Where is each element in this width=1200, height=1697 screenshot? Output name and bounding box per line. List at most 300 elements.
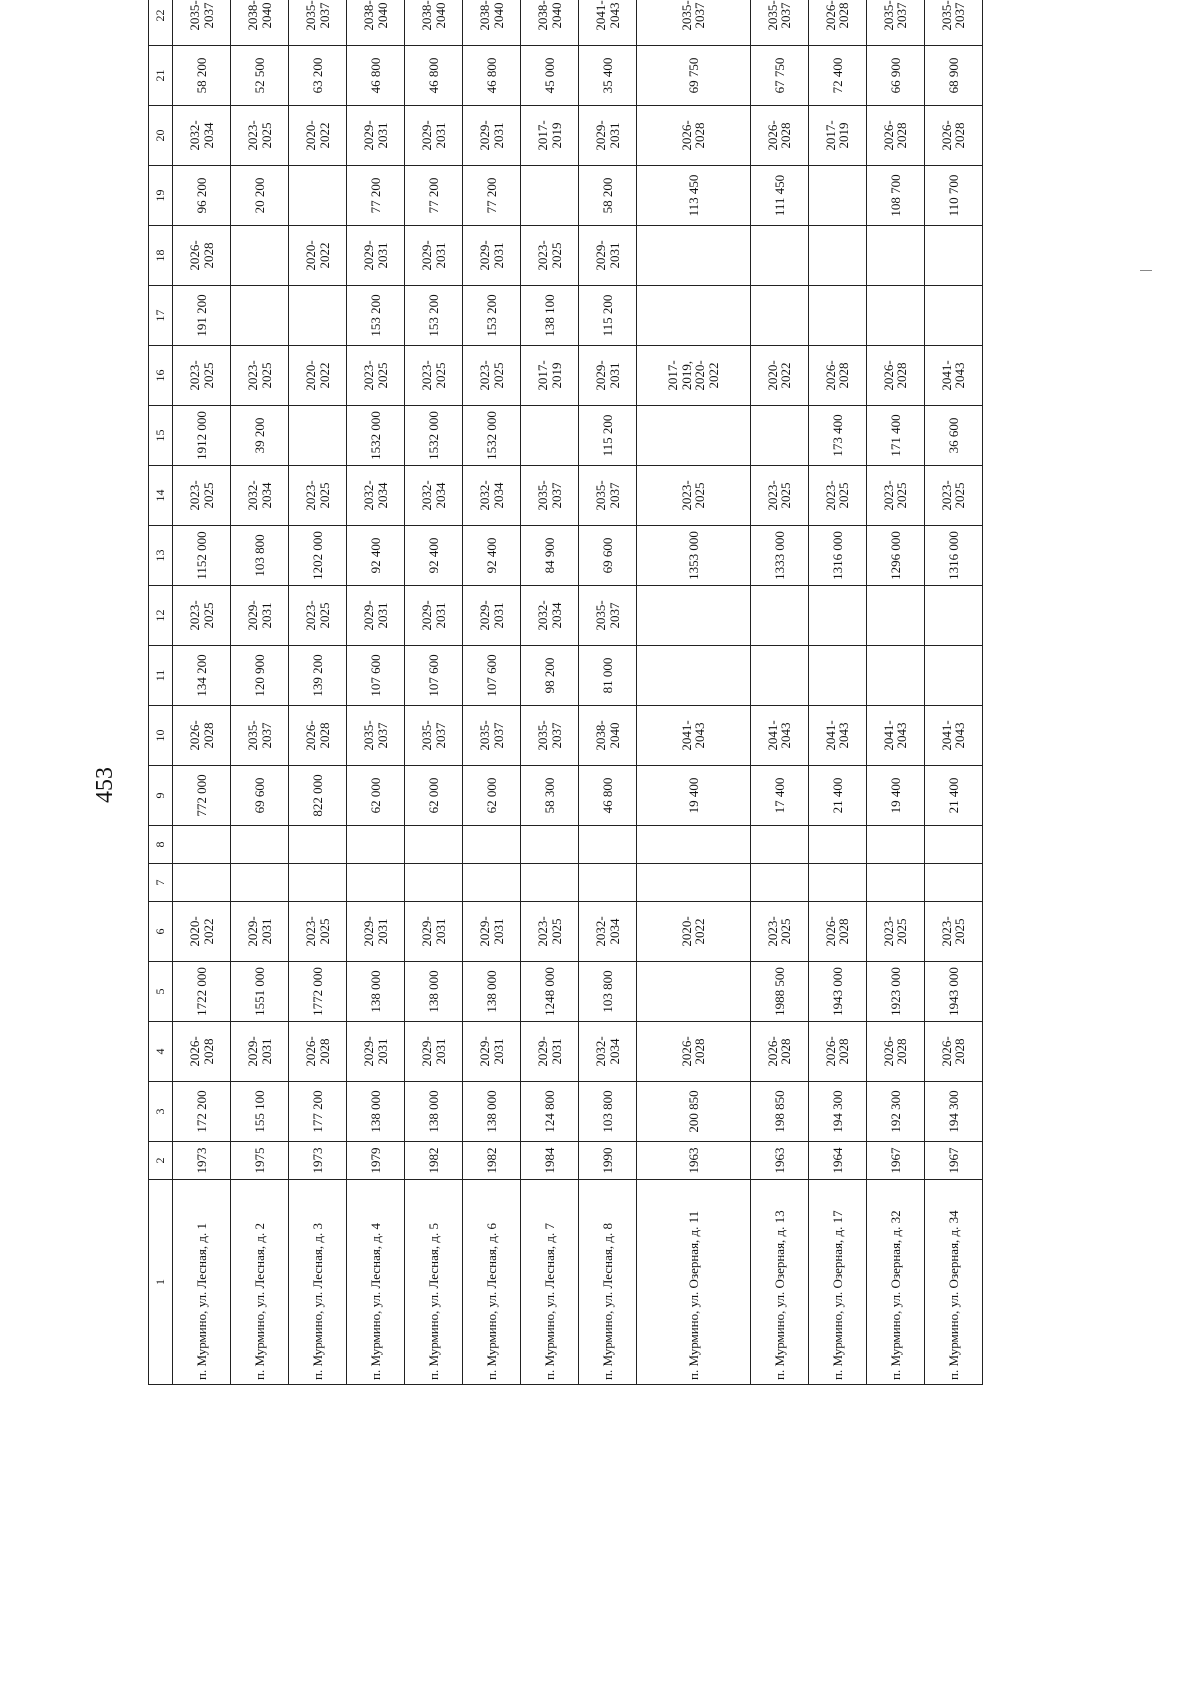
table-cell: 2017-2019, 2020-2022 — [637, 346, 751, 406]
table-cell: 2023-2025 — [808, 466, 866, 526]
table-cell: 68 900 — [924, 46, 982, 106]
table-cell: 2032-2034 — [231, 466, 289, 526]
table-cell: 2023-2025 — [637, 466, 751, 526]
table-cell: 107 600 — [463, 646, 521, 706]
table-cell: 2029-2031 — [463, 1022, 521, 1082]
table-cell: 2041-2043 — [924, 346, 982, 406]
table-cell: 108 700 — [866, 166, 924, 226]
table-cell — [924, 864, 982, 902]
table-cell — [173, 864, 231, 902]
table-cell: 1248 000 — [521, 962, 579, 1022]
table-cell: 2029-2031 — [231, 1022, 289, 1082]
table-cell: 115 200 — [579, 406, 637, 466]
table-cell — [866, 864, 924, 902]
table-row — [808, 0, 866, 1385]
table-cell: 1353 000 — [637, 526, 751, 586]
table-cell: 2032-2034 — [347, 466, 405, 526]
table-cell: 2023-2025 — [866, 902, 924, 962]
table-cell: 84 900 — [521, 526, 579, 586]
table-cell — [405, 864, 463, 902]
column-header-21: 21 — [149, 46, 173, 106]
table-cell: 171 400 — [866, 406, 924, 466]
table-cell — [579, 864, 637, 902]
table-cell: 1979 — [347, 1142, 405, 1180]
table-cell: 2035-2037 — [521, 466, 579, 526]
table-cell: 2029-2031 — [347, 902, 405, 962]
table-cell: 63 200 — [289, 46, 347, 106]
table-cell: 153 200 — [405, 286, 463, 346]
column-header-16: 16 — [149, 346, 173, 406]
table-cell: 2029-2031 — [405, 226, 463, 286]
table-cell: 2029-2031 — [463, 106, 521, 166]
table-cell — [750, 864, 808, 902]
table-cell: 2017-2019 — [521, 106, 579, 166]
table-cell — [289, 826, 347, 864]
table-cell: 2029-2031 — [347, 586, 405, 646]
table-row — [347, 0, 405, 1385]
table-cell: 2026-2028 — [866, 346, 924, 406]
table-cell: 2023-2025 — [347, 346, 405, 406]
table-cell — [231, 226, 289, 286]
address-cell: п. Мурмино, ул. Лесная, д. 2 — [231, 1180, 289, 1385]
table-body — [173, 0, 983, 1385]
table-row — [750, 0, 808, 1385]
table-cell: 52 500 — [231, 46, 289, 106]
table-cell: 2017-2019 — [808, 106, 866, 166]
table-cell: 155 100 — [231, 1082, 289, 1142]
table-cell: 77 200 — [463, 166, 521, 226]
table-cell: 2035-2037 — [637, 0, 751, 46]
table-cell: 77 200 — [347, 166, 405, 226]
table-row — [866, 0, 924, 1385]
table-cell — [924, 646, 982, 706]
table-cell: 1973 — [289, 1142, 347, 1180]
table-cell: 1964 — [808, 1142, 866, 1180]
margin-mark — [1140, 270, 1152, 271]
table-row — [289, 0, 347, 1385]
table-row — [579, 0, 637, 1385]
table-cell: 2023-2025 — [231, 346, 289, 406]
table-row — [405, 0, 463, 1385]
table-cell: 2023-2025 — [750, 466, 808, 526]
table-cell: 2023-2025 — [463, 346, 521, 406]
table-row — [521, 0, 579, 1385]
address-cell: п. Мурмино, ул. Озерная, д. 13 — [750, 1180, 808, 1385]
table-cell: 2029-2031 — [463, 226, 521, 286]
table-cell: 153 200 — [347, 286, 405, 346]
table-cell: 35 400 — [579, 46, 637, 106]
table-cell: 1943 000 — [924, 962, 982, 1022]
table-cell: 173 400 — [808, 406, 866, 466]
table-cell: 2029-2031 — [579, 346, 637, 406]
table-cell — [521, 864, 579, 902]
table-cell: 2038-2040 — [579, 706, 637, 766]
table-cell: 1973 — [173, 1142, 231, 1180]
table-cell: 2020-2022 — [289, 106, 347, 166]
table-cell: 2023-2025 — [866, 466, 924, 526]
table-cell — [808, 646, 866, 706]
table-cell — [521, 826, 579, 864]
table-cell — [231, 864, 289, 902]
table-cell: 1990 — [579, 1142, 637, 1180]
table-cell — [924, 226, 982, 286]
table-cell: 2029-2031 — [579, 106, 637, 166]
column-header-19: 19 — [149, 166, 173, 226]
table-cell: 2020-2022 — [173, 902, 231, 962]
table-cell: 2023-2025 — [521, 226, 579, 286]
table-cell: 2026-2028 — [808, 346, 866, 406]
table-cell: 1923 000 — [866, 962, 924, 1022]
table-cell — [750, 406, 808, 466]
table-cell: 2029-2031 — [231, 586, 289, 646]
table-cell: 2029-2031 — [347, 1022, 405, 1082]
table-cell: 2023-2025 — [750, 902, 808, 962]
table-cell: 138 000 — [405, 1082, 463, 1142]
header-row — [149, 0, 173, 1385]
table-cell — [173, 826, 231, 864]
table-cell: 58 200 — [579, 166, 637, 226]
table-cell: 111 450 — [750, 166, 808, 226]
table-cell: 2041-2043 — [924, 706, 982, 766]
address-cell: п. Мурмино, ул. Лесная, д. 1 — [173, 1180, 231, 1385]
table-cell — [289, 406, 347, 466]
table-cell — [637, 406, 751, 466]
table-cell: 2041-2043 — [750, 706, 808, 766]
address-cell: п. Мурмино, ул. Озерная, д. 32 — [866, 1180, 924, 1385]
table-cell — [289, 286, 347, 346]
table-cell: 1722 000 — [173, 962, 231, 1022]
table-cell: 62 000 — [405, 766, 463, 826]
table-cell: 2026-2028 — [637, 1022, 751, 1082]
table-cell — [637, 586, 751, 646]
column-header-8: 8 — [149, 826, 173, 864]
table-cell: 191 200 — [173, 286, 231, 346]
table-cell — [866, 226, 924, 286]
table-cell: 20 200 — [231, 166, 289, 226]
table-row — [463, 0, 521, 1385]
table-frame — [148, 0, 983, 1385]
table-cell: 103 800 — [231, 526, 289, 586]
table-cell: 1532 000 — [347, 406, 405, 466]
address-cell: п. Мурмино, ул. Лесная, д. 3 — [289, 1180, 347, 1385]
table-cell: 134 200 — [173, 646, 231, 706]
column-header-10: 10 — [149, 706, 173, 766]
table-cell: 2029-2031 — [405, 902, 463, 962]
table-cell: 2026-2028 — [289, 1022, 347, 1082]
table-cell: 1532 000 — [405, 406, 463, 466]
table-cell — [231, 826, 289, 864]
table-row — [173, 0, 231, 1385]
table-cell: 2026-2028 — [866, 106, 924, 166]
address-cell: п. Мурмино, ул. Лесная, д. 6 — [463, 1180, 521, 1385]
table-cell — [289, 166, 347, 226]
table-cell: 2020-2022 — [750, 346, 808, 406]
table-cell: 2023-2025 — [521, 902, 579, 962]
table-cell: 194 300 — [924, 1082, 982, 1142]
table-cell: 113 450 — [637, 166, 751, 226]
table-cell: 1963 — [637, 1142, 751, 1180]
table-cell: 2023-2025 — [405, 346, 463, 406]
table-cell: 1316 000 — [924, 526, 982, 586]
table-cell — [463, 826, 521, 864]
table-cell: 2041-2043 — [637, 706, 751, 766]
table-cell: 2029-2031 — [347, 106, 405, 166]
table-cell: 2029-2031 — [463, 586, 521, 646]
column-header-6: 6 — [149, 902, 173, 962]
table-cell — [521, 406, 579, 466]
table-cell: 1982 — [405, 1142, 463, 1180]
table-cell: 107 600 — [405, 646, 463, 706]
table-cell — [808, 226, 866, 286]
table-cell: 822 000 — [289, 766, 347, 826]
table-cell: 138 000 — [405, 962, 463, 1022]
column-header-17: 17 — [149, 286, 173, 346]
table-cell: 2038-2040 — [463, 0, 521, 46]
table-cell: 2029-2031 — [405, 1022, 463, 1082]
table-cell: 1984 — [521, 1142, 579, 1180]
table-cell: 772 000 — [173, 766, 231, 826]
table-cell: 92 400 — [463, 526, 521, 586]
table-cell: 2029-2031 — [231, 902, 289, 962]
table-cell: 107 600 — [347, 646, 405, 706]
column-header-15: 15 — [149, 406, 173, 466]
table-cell — [808, 166, 866, 226]
table-cell: 2035-2037 — [521, 706, 579, 766]
table-row — [924, 0, 982, 1385]
table-cell — [521, 166, 579, 226]
table-cell: 153 200 — [463, 286, 521, 346]
table-cell: 67 750 — [750, 46, 808, 106]
table-cell: 2035-2037 — [463, 706, 521, 766]
table-cell: 2035-2037 — [231, 706, 289, 766]
table-cell: 69 750 — [637, 46, 751, 106]
table-cell: 62 000 — [347, 766, 405, 826]
column-header-18: 18 — [149, 226, 173, 286]
table-cell: 2023-2025 — [924, 466, 982, 526]
table-cell: 2017-2019 — [521, 346, 579, 406]
table-cell: 138 100 — [521, 286, 579, 346]
table-cell: 69 600 — [231, 766, 289, 826]
table-cell: 2038-2040 — [347, 0, 405, 46]
table-cell: 2023-2025 — [289, 902, 347, 962]
table-cell: 2035-2037 — [289, 0, 347, 46]
table-cell: 194 300 — [808, 1082, 866, 1142]
table-cell: 2029-2031 — [347, 226, 405, 286]
table-cell: 72 400 — [808, 46, 866, 106]
table-cell: 21 400 — [924, 766, 982, 826]
table-cell — [637, 864, 751, 902]
table-cell — [637, 646, 751, 706]
table-cell: 2041-2043 — [866, 706, 924, 766]
table-row — [637, 0, 751, 1385]
data-table — [148, 0, 983, 1385]
table-cell: 2023-2025 — [924, 902, 982, 962]
table-cell: 21 400 — [808, 766, 866, 826]
table-cell: 46 800 — [463, 46, 521, 106]
table-cell: 17 400 — [750, 766, 808, 826]
table-cell: 66 900 — [866, 46, 924, 106]
table-cell — [866, 586, 924, 646]
column-header-3: 3 — [149, 1082, 173, 1142]
table-cell: 2035-2037 — [173, 0, 231, 46]
table-cell: 2032-2034 — [579, 1022, 637, 1082]
table-cell — [289, 864, 347, 902]
column-header-7: 7 — [149, 864, 173, 902]
table-cell — [579, 826, 637, 864]
table-cell: 2026-2028 — [750, 1022, 808, 1082]
table-cell — [231, 286, 289, 346]
table-cell: 120 900 — [231, 646, 289, 706]
table-cell: 92 400 — [347, 526, 405, 586]
table-cell: 2038-2040 — [405, 0, 463, 46]
table-cell: 103 800 — [579, 962, 637, 1022]
table-cell: 172 200 — [173, 1082, 231, 1142]
table-cell: 2023-2025 — [231, 106, 289, 166]
address-cell: п. Мурмино, ул. Лесная, д. 5 — [405, 1180, 463, 1385]
table-cell: 1551 000 — [231, 962, 289, 1022]
table-cell: 2038-2040 — [521, 0, 579, 46]
table-cell — [750, 586, 808, 646]
table-cell — [405, 826, 463, 864]
table-cell: 77 200 — [405, 166, 463, 226]
table-cell: 2026-2028 — [808, 0, 866, 46]
table-cell: 36 600 — [924, 406, 982, 466]
table-cell — [347, 826, 405, 864]
table-cell: 177 200 — [289, 1082, 347, 1142]
table-cell — [637, 286, 751, 346]
table-cell — [866, 286, 924, 346]
table-cell: 2026-2028 — [924, 106, 982, 166]
table-cell: 2026-2028 — [173, 226, 231, 286]
table-cell: 2026-2028 — [808, 902, 866, 962]
table-cell: 96 200 — [173, 166, 231, 226]
table-cell — [808, 826, 866, 864]
table-cell: 1963 — [750, 1142, 808, 1180]
table-cell: 2020-2022 — [637, 902, 751, 962]
table-cell: 2020-2022 — [289, 346, 347, 406]
table-cell: 2035-2037 — [579, 466, 637, 526]
column-header-4: 4 — [149, 1022, 173, 1082]
table-cell: 2032-2034 — [405, 466, 463, 526]
table-cell: 1333 000 — [750, 526, 808, 586]
table-cell: 2032-2034 — [463, 466, 521, 526]
table-cell: 138 000 — [347, 962, 405, 1022]
table-cell: 1532 000 — [463, 406, 521, 466]
table-cell: 45 000 — [521, 46, 579, 106]
table-cell: 1296 000 — [866, 526, 924, 586]
table-cell: 58 300 — [521, 766, 579, 826]
table-row — [231, 0, 289, 1385]
table-cell: 1152 000 — [173, 526, 231, 586]
column-header-22: 22 — [149, 0, 173, 46]
table-cell: 103 800 — [579, 1082, 637, 1142]
table-cell: 62 000 — [463, 766, 521, 826]
address-cell: п. Мурмино, ул. Озерная, д. 34 — [924, 1180, 982, 1385]
table-cell: 2035-2037 — [579, 586, 637, 646]
table-cell: 2035-2037 — [750, 0, 808, 46]
table-cell — [463, 864, 521, 902]
table-cell — [637, 962, 751, 1022]
table-cell: 1772 000 — [289, 962, 347, 1022]
table-cell: 2023-2025 — [289, 466, 347, 526]
table-cell: 1912 000 — [173, 406, 231, 466]
table-cell: 2032-2034 — [173, 106, 231, 166]
table-cell — [924, 586, 982, 646]
table-cell — [808, 286, 866, 346]
table-cell: 198 850 — [750, 1082, 808, 1142]
table-cell: 92 400 — [405, 526, 463, 586]
table-cell — [808, 864, 866, 902]
table-cell: 2029-2031 — [579, 226, 637, 286]
table-cell: 2029-2031 — [463, 902, 521, 962]
table-cell: 1975 — [231, 1142, 289, 1180]
table-cell: 39 200 — [231, 406, 289, 466]
table-cell: 1988 500 — [750, 962, 808, 1022]
table-cell: 115 200 — [579, 286, 637, 346]
table-cell: 2023-2025 — [173, 466, 231, 526]
table-cell: 46 800 — [347, 46, 405, 106]
table-cell: 2026-2028 — [808, 1022, 866, 1082]
page-number: 453 — [91, 767, 118, 803]
table-cell — [924, 826, 982, 864]
table-cell — [924, 286, 982, 346]
address-cell: п. Мурмино, ул. Лесная, д. 7 — [521, 1180, 579, 1385]
table-cell: 98 200 — [521, 646, 579, 706]
table-cell: 2029-2031 — [405, 106, 463, 166]
table-cell: 138 000 — [463, 1082, 521, 1142]
table-cell — [637, 826, 751, 864]
address-cell: п. Мурмино, ул. Озерная, д. 11 — [637, 1180, 751, 1385]
column-header-5: 5 — [149, 962, 173, 1022]
table-cell: 19 400 — [866, 766, 924, 826]
table-cell: 1967 — [924, 1142, 982, 1180]
table-cell: 2035-2037 — [347, 706, 405, 766]
table-cell: 2023-2025 — [173, 586, 231, 646]
table-cell — [347, 864, 405, 902]
table-cell: 200 850 — [637, 1082, 751, 1142]
table-cell — [808, 586, 866, 646]
table-cell: 2026-2028 — [173, 1022, 231, 1082]
table-cell: 46 800 — [579, 766, 637, 826]
table-cell: 2023-2025 — [173, 346, 231, 406]
table-cell: 81 000 — [579, 646, 637, 706]
table-cell — [750, 286, 808, 346]
table-cell: 139 200 — [289, 646, 347, 706]
table-cell: 2041-2043 — [808, 706, 866, 766]
table-cell: 192 300 — [866, 1082, 924, 1142]
table-cell: 19 400 — [637, 766, 751, 826]
table-cell: 46 800 — [405, 46, 463, 106]
column-header-14: 14 — [149, 466, 173, 526]
table-cell: 2035-2037 — [924, 0, 982, 46]
table-cell: 2026-2028 — [924, 1022, 982, 1082]
table-cell: 2038-2040 — [231, 0, 289, 46]
table-cell — [750, 646, 808, 706]
table-cell: 2032-2034 — [521, 586, 579, 646]
table-cell: 2026-2028 — [173, 706, 231, 766]
table-cell: 2026-2028 — [866, 1022, 924, 1082]
column-header-9: 9 — [149, 766, 173, 826]
column-header-12: 12 — [149, 586, 173, 646]
table-cell: 2026-2028 — [637, 106, 751, 166]
table-cell — [750, 226, 808, 286]
table-cell: 138 000 — [347, 1082, 405, 1142]
table-cell: 110 700 — [924, 166, 982, 226]
table-cell: 2035-2037 — [866, 0, 924, 46]
table-cell: 2020-2022 — [289, 226, 347, 286]
table-cell: 58 200 — [173, 46, 231, 106]
table-cell: 2026-2028 — [289, 706, 347, 766]
